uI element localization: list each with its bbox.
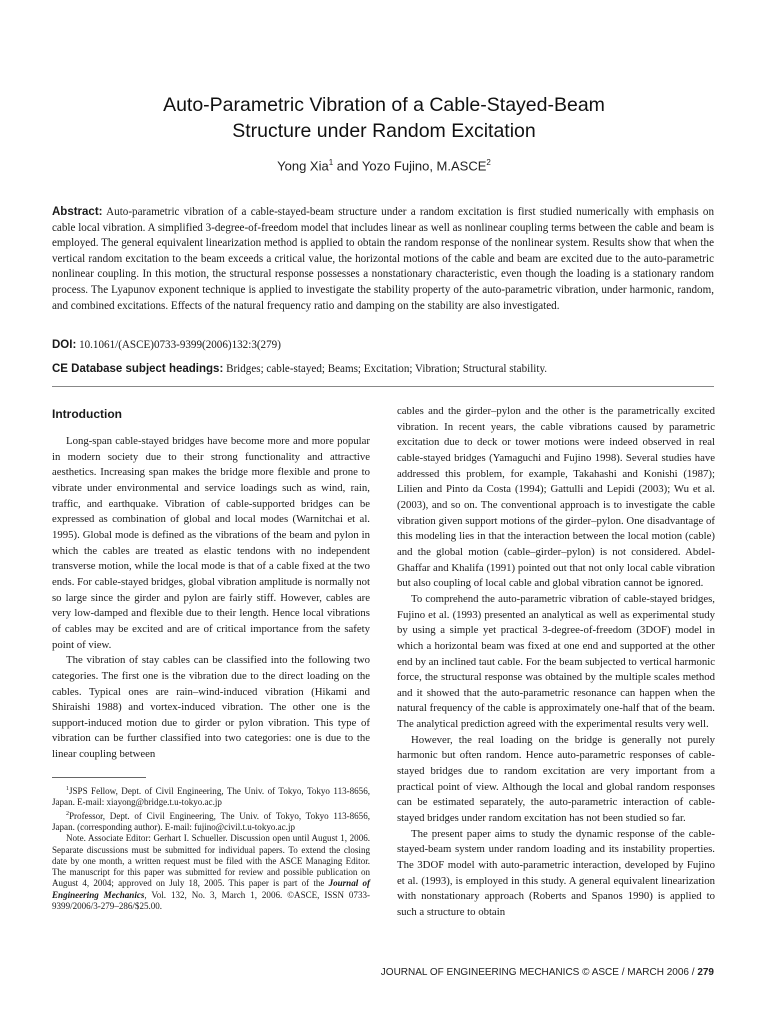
editorial-note xyxy=(52,833,370,912)
paragraph: Long-span cable-stayed bridges have become more and more popular in modern society due to their strong functionality and attractive aesthetics. Increasing span makes the bridge more flexible and prone to vibrate under environmental and service loadings such as wind, rain, traffic, and earthquake. Vibration of cable-supported bridges can be expressed as combination of global and local modes (Warnitchai et al. 1995). Global mode is defined as the vibrations of the beam and pylon in which the cables are treated as elastic tendons with no independent transverse motion, while the local mode is that of a cable fixed at the two ends. For cable-stayed bridges, global vibration amplitude is normally not so large since the girder and pylon are fairly stiff. However, cables are very low-damped and flexible due to their length. Hence local vibrations of cables may be excited and are of critical importance from the safety point of view. xyxy=(52,435,370,651)
abstract xyxy=(52,205,714,314)
subject-headings xyxy=(52,363,714,375)
section-heading-introduction: Introduction xyxy=(52,407,122,421)
page-number: 279 xyxy=(697,967,714,978)
note-text-pre: Note. Associate Editor: Gerhart I. Schueller. Discussion open until August 1, 2006. Separate discussions must be submitted for individual papers. To extend the closing date by one month, a written request must be filed with the ASCE Managing Editor. The manuscript for this paper was submitted for review and possible publication on August 4, 2004; approved on July 18, 2005. This paper is part of the xyxy=(52,833,370,889)
paragraph: The vibration of stay cables can be classified into the following two categories. The first one is the vibration due to the direct loading on the cables. Typical ones are rain–wind-induced vibration (Hikami and Shiraishi 1988) and vortex-induced vibration. The other one is the support-induced motion due to girder or pylon vibration. This type of vibration can be further classified into two categories: one is due to the linear coupling between xyxy=(52,654,370,761)
subject-headings-value: Bridges; cable-stayed; Beams; Excitation; Vibration; Structural stability. xyxy=(226,363,548,375)
paragraph: However, the real loading on the bridge is generally not purely harmonic but often random. Hence auto-parametric responses of cable-stayed bridges due to random excitation are very important from a practical point of view. Although the local and global random responses can be estimated separately, the auto-parametric interaction of cable-stayed bridges under random excitation has not been studied so far. xyxy=(397,733,715,825)
abstract-label: Abstract: xyxy=(52,206,103,218)
left-column xyxy=(52,400,370,763)
footnote-1-marker: 1 xyxy=(66,786,69,792)
title-line-1: Auto-Parametric Vibration of a Cable-Stayed-Beam xyxy=(163,94,605,116)
doi-value: 10.1061/(ASCE)0733-9399(2006)132:3(279) xyxy=(79,339,281,351)
subject-headings-label: CE Database subject headings: xyxy=(52,363,224,375)
author-conjunction: and xyxy=(333,158,362,174)
note-journal-name: Journal of Engineering Mechanics xyxy=(52,878,370,900)
doi-label: DOI: xyxy=(52,339,77,351)
footnote-2 xyxy=(52,809,370,834)
section-divider xyxy=(52,386,714,387)
right-column xyxy=(397,404,715,921)
paragraph: The present paper aims to study the dynamic response of the cable-stayed-beam system under random loading and its instability properties. The 3DOF model with auto-parametric interaction, developed by Fujino et al. (1993), is employed in this study. A general equivalent linearization with nonstationary approach (Roberts and Spanos 1990) is applied to such a structure to obtain xyxy=(397,827,715,918)
footnotes xyxy=(52,784,370,912)
title-line-2: Structure under Random Excitation xyxy=(232,120,536,142)
note-text-post: , Vol. 132, No. 3, March 1, 2006. ©ASCE, ISSN 0733-9399/2006/3-279–286/$25.00. xyxy=(52,889,370,911)
footnote-rule xyxy=(52,777,146,778)
paper-title xyxy=(60,92,708,144)
author-1: Yong Xia xyxy=(277,158,329,174)
doi-line xyxy=(52,339,714,351)
author-2-affiliation: 2 xyxy=(486,158,491,167)
footnote-2-marker: 2 xyxy=(66,810,69,817)
footnote-1-text: JSPS Fellow, Dept. of Civil Engineering, The Univ. of Tokyo, Tokyo 113-8656, Japan. E-mail: xiayong@bridge.t.u-tokyo.ac.jp xyxy=(52,786,370,808)
author-line xyxy=(60,158,708,173)
author-1-affiliation: 1 xyxy=(328,158,334,167)
running-footer xyxy=(381,967,714,978)
abstract-text: Auto-parametric vibration of a cable-stayed-beam structure under a random excitation is first studied numerically with emphasis on cable local vibration. A simplified 3-degree-of-freedom model that includes linear as well as nonlinear coupling terms between the cable and beam is employed. The general equivalent linearization method is applied to obtain the random response of the nonlinear system. Results show that when the vertical random excitation to the beam exceeds a critical value, the horizontal motions of the cable and beam are excited due to the auto-parametric nonlinear coupling. In this motion, the structural response possesses a nonstationary characteristic, even though the loading is a stationary random process. The Lyapunov exponent technique is applied to investigate the stability property of the auto-parametric vibration, under harmonic, random, and combined excitations. Effects of the natural frequency ratio and damping on the stability are also investigated. xyxy=(52,206,714,312)
footnote-2-text: Professor, Dept. of Civil Engineering, The Univ. of Tokyo, Tokyo 113-8656, Japan. (corresponding author). E-mail: fujino@civil.t.u-tokyo.ac.jp xyxy=(52,810,370,832)
paragraph: cables and the girder–pylon and the other is the parametrically excited vibration. In recent years, the cable vibrations caused by parametric excitation due to deck or tower motions were indeed observed in real cable-stayed bridges (Yamaguchi and Fujino 1998). Several studies have addressed this problem, for example, Takahashi and Konishi (1987); Lilien and Pinto da Costa (1994); Gattulli and Lepidi (2003); Wu et al. (2003), and so on. The conventional approach is to investigate the cable vibration given support motions of the girder–pylon. One disadvantage of this modeling lies in that the interaction between the local motion (cable) and the global motion (cable–girder–pylon) is not considered. Abdel-Ghaffar and Khalifa (1991) pointed out that not only local cable vibration but also coupling of local cable and global vibration cannot be ignored. xyxy=(397,405,715,590)
footer-journal: JOURNAL OF ENGINEERING MECHANICS © ASCE / MARCH 2006 / xyxy=(380,967,698,978)
author-2: Yozo Fujino, M.ASCE xyxy=(361,158,487,174)
paragraph: To comprehend the auto-parametric vibration of cable-stayed bridges, Fujino et al. (1993) presented an analytical as well as experimental study by using a simple yet practical 3-degree-of-freedom (3DOF) model in which a horizontal beam was fixed at one end and supported at the other end by an inclined taut cable. For the beam subjected to vertical harmonic force, the structural response was obtained by the multiple scales method and it showed that the auto-parametric resonance can happen when the natural frequency of the cable is approximately one-half that of the beam. The analytical prediction agreed with the experimental results very well. xyxy=(397,592,715,731)
footnote-1 xyxy=(52,784,370,809)
